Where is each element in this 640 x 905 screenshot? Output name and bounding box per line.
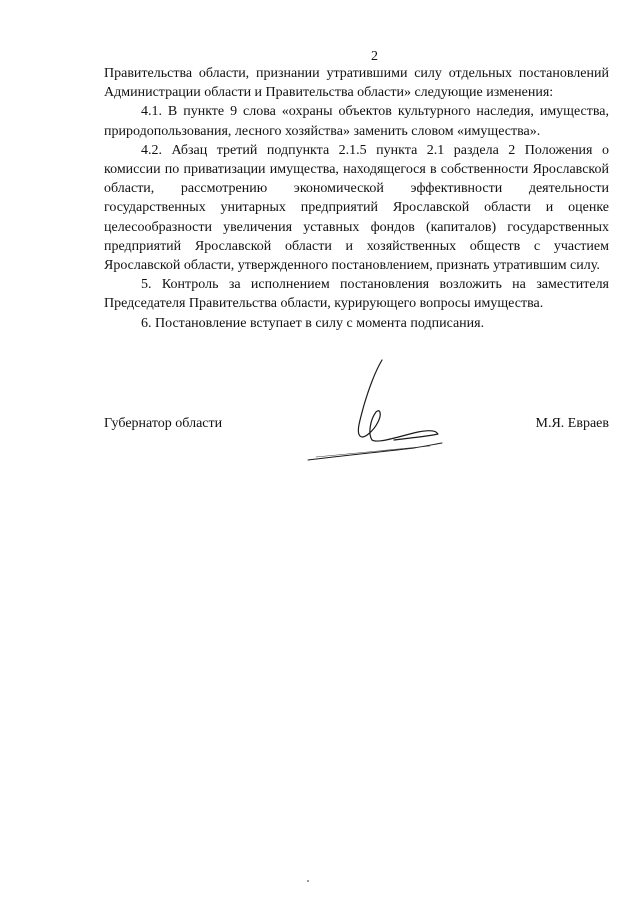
signer-name: М.Я. Евраев [535, 416, 609, 431]
page-number-text: 2 [371, 49, 378, 64]
paragraph-item-4-1: 4.1. В пункте 9 слова «охраны объектов культурного наследия, имущества, природопользования, лесного хозяйства» заменить словом «имущества». [104, 104, 609, 139]
document-body [104, 64, 609, 333]
signature-block [104, 414, 609, 434]
signer-position: Губернатор области [104, 416, 223, 431]
paragraph-item-5: 5. Контроль за исполнением постановления возложить на заместителя Председателя Правительства области, курирующего вопросы имущества. [104, 277, 609, 312]
paragraph-continuation: Правительства области, признании утратившими силу отдельных постановлений Администрации области и Правительства области» следующие изменения: [104, 66, 609, 101]
paragraph-item-4-2: 4.2. Абзац третий подпункта 2.1.5 пункта 2.1 раздела 2 Положения о комиссии по приватизации имущества, находящегося в собственности Ярославской области, рассмотрению экономической эффективности деятельности государственных унитарных предприятий Ярославской области и оценке целесообразности увеличения уставных фондов (капиталов) государственных предприятий Ярославской области и хозяйственных обществ с участием Ярославской области, утвержденного постановлением, признать утратившим силу. [104, 142, 609, 274]
handwritten-signature [290, 350, 460, 470]
scan-mark [307, 880, 309, 882]
paragraph-item-6: 6. Постановление вступает в силу с момента подписания. [141, 315, 485, 331]
